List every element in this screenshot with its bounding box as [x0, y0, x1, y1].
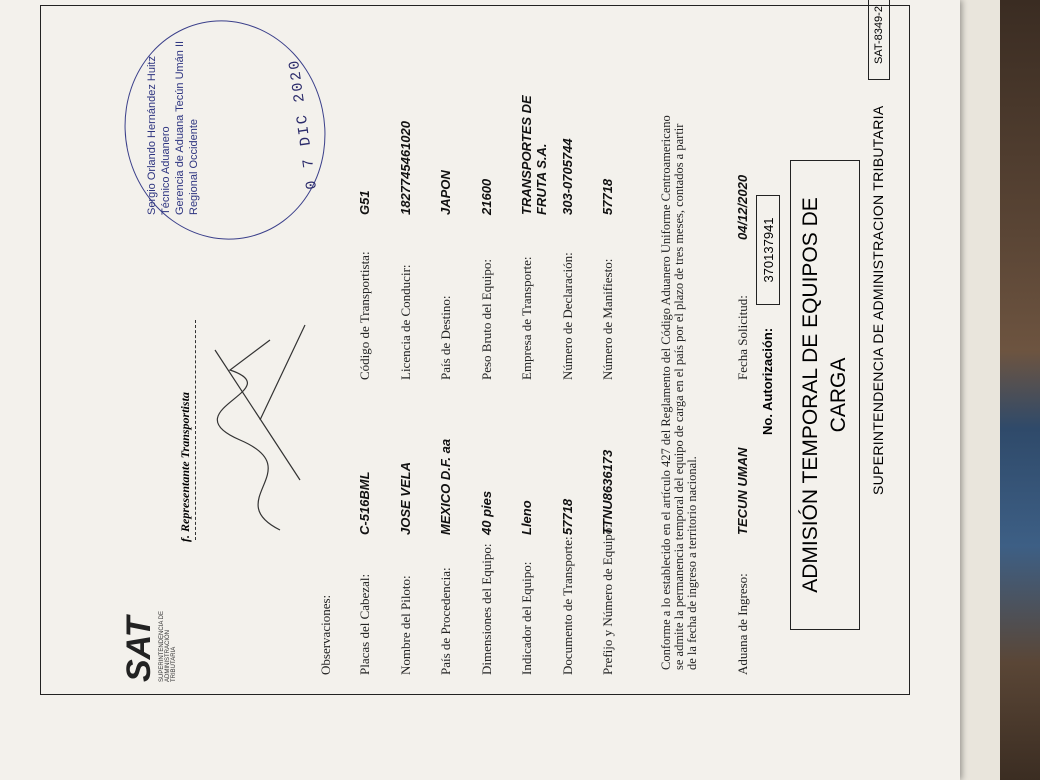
field-value: TRANSPORTES DE FRUTA S.A. — [519, 95, 549, 215]
field-label: Número de Manifiesto: — [600, 258, 615, 380]
field-label: Nombre del Piloto: — [397, 575, 413, 675]
stamp-line-3: Gerencia de Aduana Tecún Umán II — [174, 40, 186, 215]
field-label: País de Procedencia: — [438, 567, 453, 675]
customs-value: TECUN UMAN — [735, 447, 750, 535]
field-value: JAPON — [438, 170, 453, 215]
agency-name: SUPERINTENDENCIA DE ADMINISTRACION TRIBUTARIA — [870, 105, 886, 495]
request-date-value: 04/12/2020 — [735, 174, 750, 240]
field-value: JOSE VELA — [397, 462, 413, 535]
field-value: TTNU8636173 — [600, 449, 615, 535]
field-label: Código de Transportista: — [357, 251, 372, 380]
intro-paragraph: Conforme a lo establecido en el artículo 427 del Reglamento del Código Aduanero Uniforme Centroamericano se admite la permanencia temporal del equipo de carga en el país por el plazo de tres meses, contados a partir de la fecha de ingreso a territorio nacional. — [659, 115, 699, 670]
field-label: Prefijo y Número de Equipo: — [600, 524, 615, 675]
stamp-date: 0 7 DIC 2020 — [285, 57, 322, 191]
field-label: Placas del Cabezal: — [357, 573, 372, 675]
field-value: 57718 — [559, 498, 575, 535]
document-title — [790, 160, 860, 630]
customs-label: Aduana de Ingreso: — [735, 573, 750, 675]
stamp-text — [145, 15, 201, 215]
field-label: País de Destino: — [438, 295, 453, 380]
sat-logo — [120, 602, 210, 682]
field-value: MEXICO D.F. aa — [438, 438, 453, 535]
field-label: Empresa de Transporte: — [519, 256, 534, 380]
stamp-line-1: Sergio Orlando Hernández Huitz — [146, 56, 158, 215]
title-line-2: CARGA — [827, 357, 850, 433]
field-value: 303-0705744 — [559, 138, 575, 215]
observations-label: Observaciones: — [318, 594, 333, 675]
field-value: C-516BML — [357, 471, 372, 535]
field-value: 57718 — [600, 178, 615, 215]
signature-label: f. Representante Transportista — [178, 392, 192, 542]
field-label: Número de Declaración: — [559, 252, 575, 380]
field-value: 21600 — [478, 178, 494, 215]
request-date-label: Fecha Solicitud: — [735, 295, 750, 380]
authorization-number: 370137941 — [756, 195, 780, 305]
title-line-1: ADMISIÓN TEMPORAL DE EQUIPOS DE — [799, 197, 822, 593]
field-label: Licencia de Conducir: — [397, 264, 413, 380]
field-label: Dimensiones del Equipo: — [478, 543, 494, 675]
stamp-line-2: Técnico Aduanero — [160, 126, 172, 215]
field-label: Indicador del Equipo: — [519, 561, 534, 675]
form-code: SAT-8349-2 — [868, 0, 890, 80]
signature-scribble — [200, 310, 320, 540]
field-label: Documento de Transporte: — [559, 536, 575, 675]
field-value: G51 — [357, 190, 372, 215]
field-value: 1827745461020 — [397, 121, 413, 215]
field-value: 40 pies — [478, 490, 494, 535]
signature-line — [195, 320, 196, 540]
authorization-label: No. Autorización: — [760, 327, 775, 435]
logo-text: SAT — [120, 616, 158, 682]
logo-subtitle: SUPERINTENDENCIA DE ADMINISTRACIÓN TRIBUTARIA — [159, 610, 177, 682]
stamp-line-4: Regional Occidente — [188, 118, 200, 215]
field-value: Lleno — [519, 500, 534, 535]
field-label: Peso Bruto del Equipo: — [478, 259, 494, 380]
